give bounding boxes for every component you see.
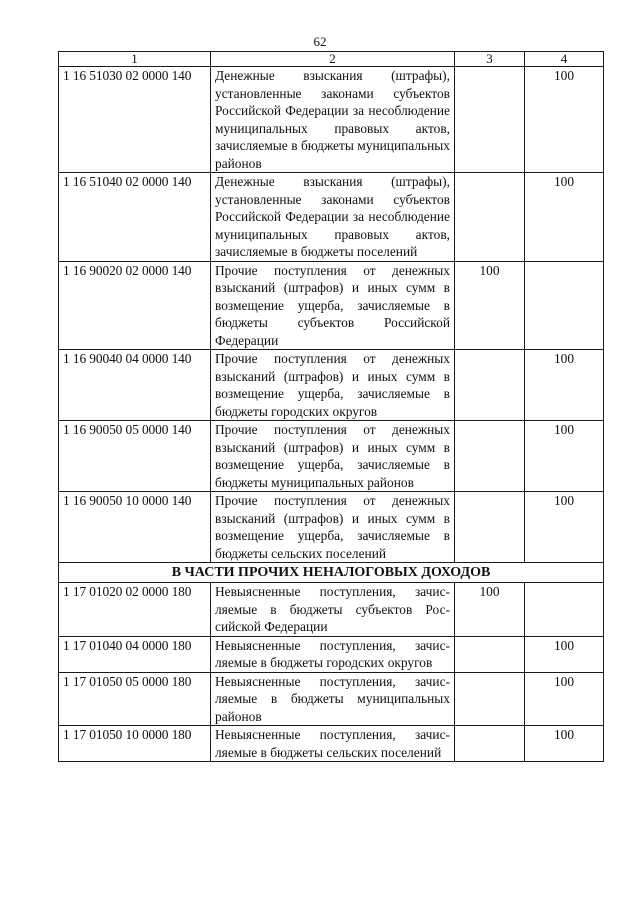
table-row — [59, 492, 604, 563]
row-value-col4: 100 — [525, 636, 604, 672]
row-value-col4: 100 — [525, 726, 604, 762]
row-code: 1 17 01020 02 0000 180 — [59, 583, 211, 637]
table-row — [59, 350, 604, 421]
row-value-col4: 100 — [525, 67, 604, 173]
row-description: Невыясненные поступления, зачисляемые в бюджеты сельских поселений — [211, 726, 455, 762]
table-row — [59, 67, 604, 173]
row-value-col4: 100 — [525, 173, 604, 262]
column-header-3: 3 — [455, 52, 525, 67]
row-description: Невыясненные поступления, зачисляемые в бюджеты муниципальных районов — [211, 672, 455, 726]
row-value-col4 — [525, 261, 604, 350]
row-code: 1 16 90050 10 0000 140 — [59, 492, 211, 563]
row-description: Денежные взыскания (штрафы), установленные законами субъектов Российской Федерации за несоблюдение муниципальных правовых актов, зачисляемые в бюджеты муниципальных районов — [211, 67, 455, 173]
row-code: 1 17 01040 04 0000 180 — [59, 636, 211, 672]
revenue-codes-table — [58, 51, 604, 762]
column-header-1: 1 — [59, 52, 211, 67]
row-code: 1 16 90040 04 0000 140 — [59, 350, 211, 421]
row-value-col3 — [455, 350, 525, 421]
row-value-col3 — [455, 421, 525, 492]
table-row — [59, 636, 604, 672]
row-code: 1 17 01050 05 0000 180 — [59, 672, 211, 726]
row-code: 1 16 51040 02 0000 140 — [59, 173, 211, 262]
row-value-col3 — [455, 726, 525, 762]
row-code: 1 16 51030 02 0000 140 — [59, 67, 211, 173]
row-code: 1 16 90020 02 0000 140 — [59, 261, 211, 350]
row-value-col4: 100 — [525, 350, 604, 421]
row-value-col4 — [525, 583, 604, 637]
table-row — [59, 421, 604, 492]
row-code: 1 16 90050 05 0000 140 — [59, 421, 211, 492]
row-value-col3 — [455, 636, 525, 672]
table-row — [59, 672, 604, 726]
row-code: 1 17 01050 10 0000 180 — [59, 726, 211, 762]
row-description: Денежные взыскания (штрафы), установленные законами субъектов Российской Федерации за несоблюдение муниципальных правовых актов, зачисляемые в бюджеты поселений — [211, 173, 455, 262]
table-row — [59, 261, 604, 350]
row-description: Прочие поступления от денежных взысканий (штрафов) и иных сумм в возмещение ущерба, зачисляемые в бюджеты сельских поселений — [211, 492, 455, 563]
row-value-col4: 100 — [525, 492, 604, 563]
section-heading-row — [59, 563, 604, 583]
column-header-4: 4 — [525, 52, 604, 67]
table-row — [59, 583, 604, 637]
table-header-row — [59, 52, 604, 67]
row-value-col3 — [455, 173, 525, 262]
section-title: В ЧАСТИ ПРОЧИХ НЕНАЛОГОВЫХ ДОХОДОВ — [59, 563, 604, 583]
row-value-col4: 100 — [525, 672, 604, 726]
row-description: Прочие поступления от денежных взысканий (штрафов) и иных сумм в возмещение ущерба, зачисляемые в бюджеты субъектов Российской Федерации — [211, 261, 455, 350]
table-row — [59, 726, 604, 762]
row-description: Прочие поступления от денежных взысканий (штрафов) и иных сумм в возмещение ущерба, зачисляемые в бюджеты городских округов — [211, 350, 455, 421]
page-number: 62 — [313, 34, 327, 49]
row-description: Прочие поступления от денежных взысканий (штрафов) и иных сумм в возмещение ущерба, зачисляемые в бюджеты муниципальных районов — [211, 421, 455, 492]
table-row — [59, 173, 604, 262]
column-header-2: 2 — [211, 52, 455, 67]
row-value-col3 — [455, 672, 525, 726]
row-value-col3 — [455, 67, 525, 173]
row-value-col3: 100 — [455, 583, 525, 637]
row-value-col4: 100 — [525, 421, 604, 492]
row-description: Невыясненные поступления, зачисляемые в бюджеты субъектов Российской Федерации — [211, 583, 455, 637]
row-value-col3 — [455, 492, 525, 563]
row-description: Невыясненные поступления, зачисляемые в бюджеты городских округов — [211, 636, 455, 672]
row-value-col3: 100 — [455, 261, 525, 350]
